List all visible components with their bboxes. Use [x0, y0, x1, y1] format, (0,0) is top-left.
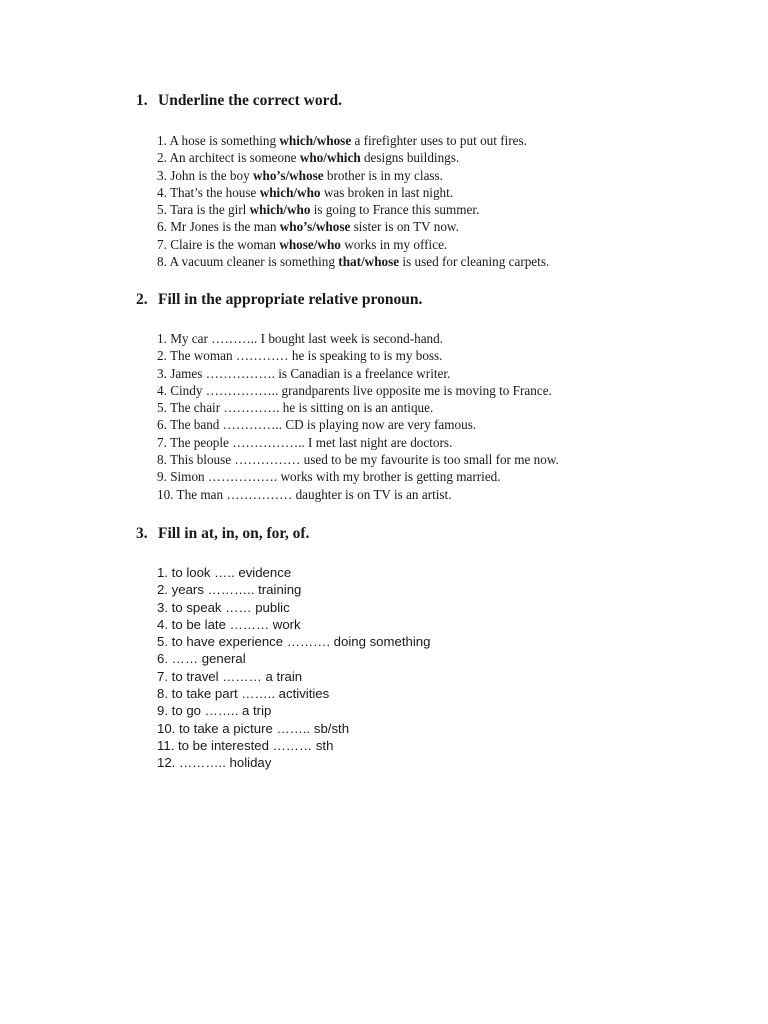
- exercise-item: 8. to take part …….. activities: [157, 686, 330, 702]
- section-heading: [136, 291, 696, 309]
- exercise-item: 6. Mr Jones is the man who’s/whose sister is on TV now.: [157, 219, 459, 235]
- section-title: Fill in the appropriate relative pronoun.: [158, 291, 423, 308]
- exercise-item: 2. An architect is someone who/which designs buildings.: [157, 150, 460, 166]
- exercise-item: 8. This blouse …………… used to be my favourite is too small for me now.: [157, 452, 559, 468]
- section-relative-pronoun: [136, 291, 696, 502]
- section-number: 2.: [136, 291, 148, 308]
- exercise-item: 5. Tara is the girl which/who is going to France this summer.: [157, 202, 480, 218]
- exercise-list: [157, 132, 549, 270]
- exercise-item: 5. to have experience ………. doing something: [157, 634, 431, 650]
- exercise-item: 1. My car ……….. I bought last week is second-hand.: [157, 331, 444, 346]
- exercise-item: 3. John is the boy who’s/whose brother is in my class.: [157, 167, 443, 183]
- exercise-item: 6. The band ………….. CD is playing now are very famous.: [157, 417, 477, 433]
- exercise-item: 9. Simon ……………. works with my brother is getting married.: [157, 469, 501, 485]
- section-underline: [136, 92, 696, 270]
- exercise-item: 2. The woman ………… he is speaking to is my boss.: [157, 348, 443, 364]
- exercise-item: 11. to be interested ……… sth: [157, 737, 334, 753]
- exercise-item: 3. James ……………. is Canadian is a freelance writer.: [157, 365, 451, 381]
- exercise-list: [157, 330, 559, 503]
- exercise-item: 8. A vacuum cleaner is something that/whose is used for cleaning carpets.: [157, 254, 550, 270]
- exercise-item: 1. to look ….. evidence: [157, 565, 292, 580]
- section-title: Fill in at, in, on, for, of.: [158, 525, 310, 542]
- exercise-item: 12. ……….. holiday: [157, 755, 272, 771]
- exercise-item: 10. The man …………… daughter is on TV is an artist.: [157, 486, 452, 502]
- exercise-item: 2. years ……….. training: [157, 582, 302, 598]
- exercise-item: 5. The chair …………. he is sitting on is an antique.: [157, 400, 434, 416]
- section-prepositions: [136, 525, 696, 771]
- exercise-item: 4. to be late ……… work: [157, 616, 301, 632]
- section-number: 1.: [136, 92, 148, 109]
- exercise-list: [157, 564, 430, 772]
- exercise-item: 7. The people …………….. I met last night are doctors.: [157, 434, 453, 450]
- exercise-item: 7. Claire is the woman whose/who works in my office.: [157, 236, 448, 252]
- exercise-item: 6. …… general: [157, 651, 246, 667]
- exercise-item: 7. to travel ……… a train: [157, 668, 303, 684]
- exercise-item: 4. That’s the house which/who was broken in last night.: [157, 184, 454, 200]
- section-title: Underline the correct word.: [158, 92, 342, 109]
- exercise-item: 9. to go …….. a trip: [157, 703, 272, 719]
- exercise-item: 1. A hose is something which/whose a firefighter uses to put out fires.: [157, 133, 527, 148]
- exercise-item: 10. to take a picture …….. sb/sth: [157, 720, 350, 736]
- exercise-item: 4. Cindy …………….. grandparents live opposite me is moving to France.: [157, 382, 552, 398]
- section-heading: [136, 92, 696, 110]
- exercise-item: 3. to speak …… public: [157, 599, 290, 615]
- section-heading: [136, 525, 696, 543]
- section-number: 3.: [136, 525, 148, 542]
